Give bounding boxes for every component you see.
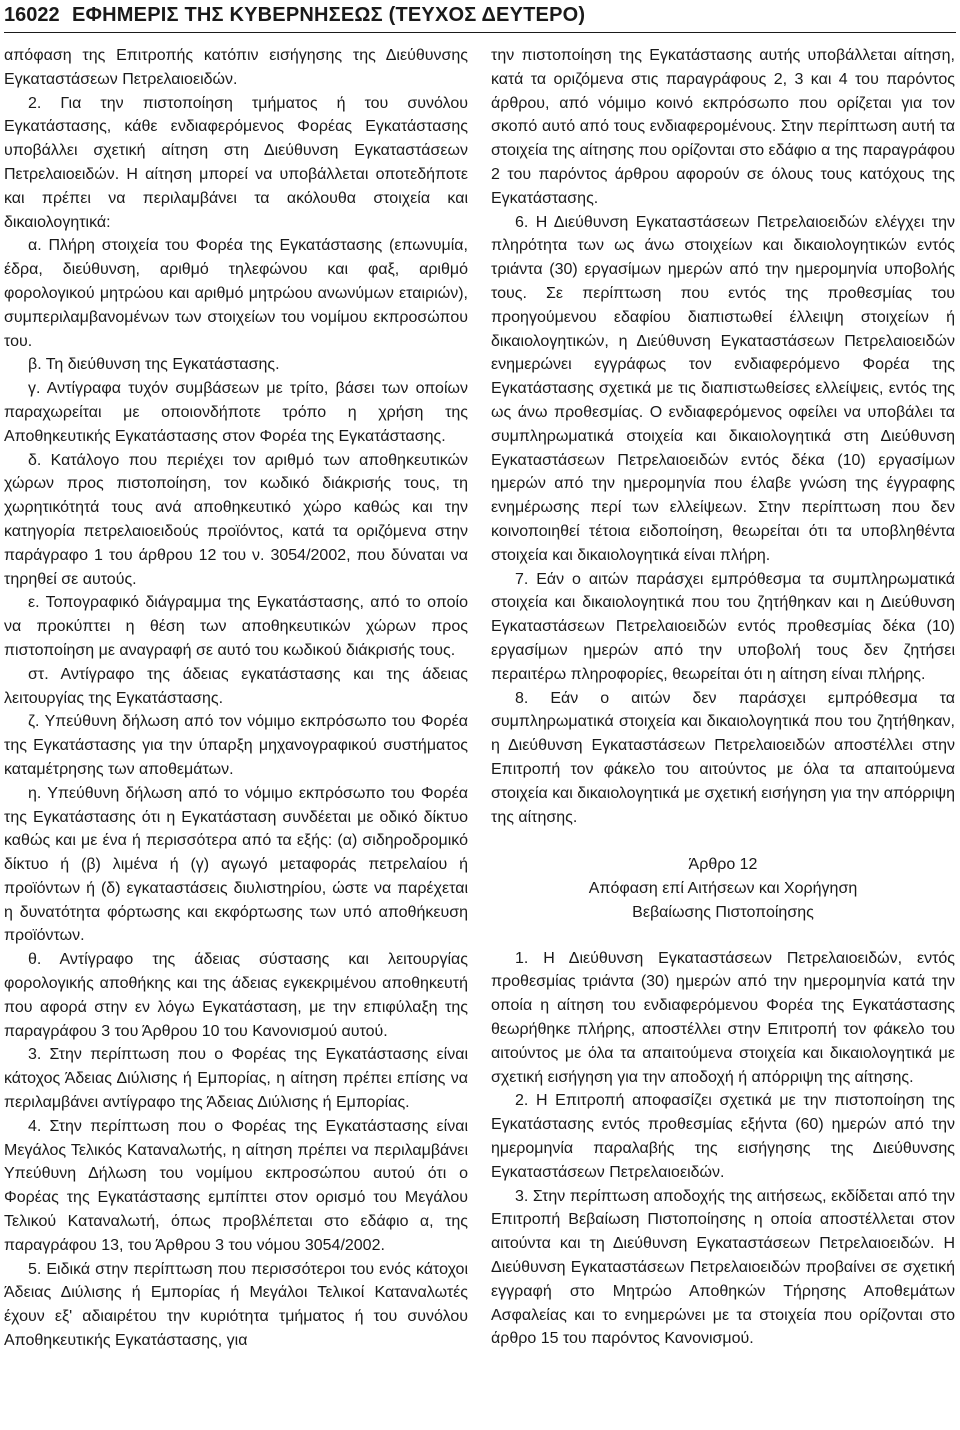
paragraph: 3. Στην περίπτωση που ο Φορέας της Εγκατάστασης είναι κάτοχος Άδειας Διύλισης ή Εμπορίας, η αίτηση πρέπει επίσης να περιλαμβάνει αντίγραφο της Άδειας Διύλισης ή Εμπορίας.: [4, 1046, 468, 1112]
paragraph: 1. Η Διεύθυνση Εγκαταστάσεων Πετρελαιοειδών, εντός προθεσμίας τριάντα (30) ημερών από την ημερομηνία κατά την οποία η αίτηση του ενδιαφερόμενου Φορέα της Εγκατάστασης θεωρήθηκε πλήρης, αποστέλλει στην Επιτροπή τον φάκελο του αιτούντος με όλα τα απαιτούμενα στοιχεία και δικαιολογητικά με σχετική εισήγηση για την αποδοχή ή απόρριψη της αίτησης.: [491, 949, 955, 1086]
paragraph: δ. Κατάλογο που περιέχει τον αριθμό των αποθηκευτικών χώρων προς πιστοποίηση, τον κωδικό διάκρισής τους, τη χωρητικότητά τους ανά αποθηκευτικό χώρο καθώς και την κατηγορία πετρελαιοειδούς προϊόντος, κατά τα οριζόμενα στην παράγραφο 1 του άρθρου 12 του ν. 3054/2002, που δύναται να τηρηθεί σε αυτούς.: [4, 451, 468, 588]
article-title-line-2: Βεβαίωσης Πιστοποίησης: [632, 903, 814, 921]
paragraph: 6. Η Διεύθυνση Εγκαταστάσεων Πετρελαιοειδών ελέγχει την πληρότητα των ως άνω στοιχείων και δικαιολογητικών εντός τριάντα (30) εργασίμων ημερών από την ημερομηνία υποβολής τους. Σε περίπτωση που εντός της προθεσμίας του προηγούμενου εδαφίου διαπιστωθεί έλλειψη στοιχείων ή δικαιολογητικών, η Διεύθυνση Εγκαταστάσεων Πετρελαιοειδών ενημερώνει εγγράφως τον ενδιαφερόμενο Φορέα της Εγκατάστασης σχετικά με τις διαπιστωθείσες ελλείψεις, εντός της ως άνω προθεσμίας. Ο ενδιαφερόμενος οφείλει να υποβάλει τα συμπληρωματικά στοιχεία και δικαιολογητικά στη Διεύθυνση Εγκαταστάσεων Πετρελαιοειδών εντός δέκα (10) εργασίμων ημερών από την ημερομηνία που έλαβε γνώση της έγγραφης ενημέρωσης περί των ελλείψεων. Στην περίπτωση που δεν κοινοποιηθεί τέτοια ειδοποίηση, θεωρείται ότι τα υποβληθέντα στοιχεία και δικαιολογητικά είναι πλήρη.: [491, 213, 955, 564]
paragraph: 4. Στην περίπτωση που ο Φορέας της Εγκατάστασης είναι Μεγάλος Τελικός Καταναλωτής, η αίτηση πρέπει να περιλαμβάνει Υπεύθυνη Δήλωση του νομίμου εκπροσώπου αυτού ότι ο Φορέας της Εγκατάστασης εμπίπτει στον ορισμό του Μεγάλου Τελικού Καταναλωτή, όπως προβλέπεται στο εδάφιο α, της παραγράφου 13, του Άρθρου 3 του νόμου 3054/2002.: [4, 1117, 468, 1254]
right-column: [491, 44, 955, 1351]
paragraph: ζ. Υπεύθυνη δήλωση από τον νόμιμο εκπρόσωπο του Φορέα της Εγκατάστασης για την ύπαρξη μηχανογραφικού συστήματος καταμέτρησης των αποθεμάτων.: [4, 713, 468, 778]
paragraph: 5. Ειδικά στην περίπτωση που περισσότεροι του ενός κάτοχοι Άδειας Διύλισης ή Εμπορίας ή Μεγάλοι Τελικοί Καταναλωτές έχουν εξ' αδιαιρέτου την κυριότητα τμήματος ή του συνόλου Αποθηκευτικής Εγκατάστασης, για: [4, 1260, 468, 1350]
paragraph: θ. Αντίγραφο της άδειας σύστασης και λειτουργίας φορολογικής αποθήκης και της άδειας εγκεκριμένου αποθηκευτή που αφορά στην εν λόγω Εγκατάσταση, με την επιφύλαξη της παραγράφου 3 του Άρθρου 10 του Κανονισμού αυτού.: [4, 951, 468, 1040]
paragraph: β. Τη διεύθυνση της Εγκατάστασης.: [28, 356, 280, 374]
left-column: [4, 44, 468, 1353]
paragraph: 2. Η Επιτροπή αποφασίζει σχετικά με την πιστοποίηση της Εγκατάστασης εντός προθεσμίας εξήντα (60) ημερών από την ημερομηνία παραλαβής της εισήγησης της Διεύθυνσης Εγκαταστάσεων Πετρελαιοειδών.: [491, 1092, 955, 1181]
article-title-line-1: Απόφαση επί Αιτήσεων και Χορήγηση: [588, 880, 858, 898]
paragraph: α. Πλήρη στοιχεία του Φορέα της Εγκατάστασης (επωνυμία, έδρα, διεύθυνση, αριθμό τηλεφώνου και φαξ, αριθμό φορολογικού μητρώου και αριθμό μητρώου ανωνύμων εταιριών), συμπεριλαμβανομένων των στοιχείων του νομίμου εκπροσώπου του.: [4, 237, 468, 350]
paragraph: απόφαση της Επιτροπής κατόπιν εισήγησης της Διεύθυνσης Εγκαταστάσεων Πετρελαιοειδών.: [4, 47, 468, 88]
paragraph: 7. Εάν ο αιτών παράσχει εμπρόθεσμα τα συμπληρωματικά στοιχεία και δικαιολογητικά που του ζητήθηκαν και η Διεύθυνση Εγκαταστάσεων Πετρελαιοειδών εντός προθεσμίας δέκα (10) εργασίμων ημερών από την υποβολή τους δεν ζητήσει περαιτέρω πληροφορίες, θεωρείται ότι η αίτηση είναι πλήρης.: [491, 570, 955, 683]
paragraph: η. Υπεύθυνη δήλωση από το νόμιμο εκπρόσωπο του Φορέα της Εγκατάστασης ότι η Εγκατάσταση συνδέεται με οδικό δίκτυο καθώς και με ένα ή περισσότερα από τα εξής: (α) σιδηροδρομικό δίκτυο ή (β) λιμένα ή (γ) αγωγό μεταφοράς πετρελαίου ή προϊόντων ή (δ) εγκαταστάσεις διυλιστηρίου, ώστε να παρέχεται η δυνατότητα φόρτωσης και εκφόρτωσης των υπό αποθήκευση προϊόντων.: [4, 784, 468, 945]
paragraph: στ. Αντίγραφο της άδειας εγκατάστασης και της άδειας λειτουργίας της Εγκατάστασης.: [4, 665, 468, 707]
page-number: 16022: [4, 4, 60, 26]
paragraph: ε. Τοπογραφικό διάγραμμα της Εγκατάστασης, από το οποίο να προκύπτει η θέση των αποθηκευτικών χώρων προς πιστοποίηση με αναγραφή σε αυτό του κωδικού διάκρισής τους.: [4, 594, 468, 659]
paragraph: 8. Εάν ο αιτών δεν παράσχει εμπρόθεσμα τα συμπληρωματικά στοιχεία και δικαιολογητικά που του ζητήθηκαν, η Διεύθυνση Εγκαταστάσεων Πετρελαιοειδών αποστέλλει στην Επιτροπή τον φάκελο του αιτούντος με όλα τα απαιτούμενα στοιχεία και δικαιολογητικά με σχετική εισήγηση για την απόρριψη της αίτησης.: [491, 689, 956, 826]
heading-spacer: [491, 925, 955, 947]
paragraph: 3. Στην περίπτωση αποδοχής της αιτήσεως, εκδίδεται από την Επιτροπή Βεβαίωση Πιστοποίησης η οποία αποστέλλεται στον αιτούντα και τη Διεύθυνση Εγκαταστάσεων Πετρελαιοειδών. Η Διεύθυνση Εγκαταστάσεων Πετρελαιοειδών προβαίνει σε σχετική εγγραφή στο Μητρώο Αποθηκών Τήρησης Αποθεμάτων Ασφαλείας και το ενημερώνει με τα στοιχεία που ορίζονται στο άρθρο 15 του παρόντος Κανονισμού.: [491, 1187, 955, 1348]
header-divider: [4, 32, 956, 33]
page-header: [4, 0, 956, 34]
paragraph: 2. Για την πιστοποίηση τμήματος ή του συνόλου Εγκατάστασης, κάθε ενδιαφερόμενος Φορέας Εγκατάστασης υποβάλλει σχετική αίτηση στη Διεύθυνση Εγκαταστάσεων Πετρελαιοειδών. Η αίτηση μπορεί να υποβάλλεται οποτεδήποτε και πρέπει να περιλαμβάνει τα ακόλουθα στοιχεία και δικαιολογητικά:: [4, 94, 468, 231]
paragraph: γ. Αντίγραφα τυχόν συμβάσεων με τρίτο, βάσει των οποίων παραχωρείται με οποιονδήποτε τρόπο η χρήση της Αποθηκευτικής Εγκατάστασης στον Φορέα της Εγκατάστασης.: [4, 380, 468, 445]
paragraph: την πιστοποίηση της Εγκατάστασης αυτής υποβάλλεται αίτηση, κατά τα οριζόμενα στις παραγράφους 2, 3 και 4 του παρόντος άρθρου, από νόμιμο κοινό εκπρόσωπο που ορίζεται για τον σκοπό αυτό από τους ενδιαφερομένους. Στην περίπτωση αυτή τα στοιχεία της αίτησης που ορίζονται στο εδάφιο α της παραγράφου 2 του παρόντος άρθρου αφορούν σε όλους τους κατόχους της Εγκατάστασης.: [491, 47, 955, 207]
journal-title: ΕΦΗΜΕΡΙΣ ΤΗΣ ΚΥΒΕΡΝΗΣΕΩΣ (ΤΕΥΧΟΣ ΔΕΥΤΕΡΟ): [72, 4, 586, 26]
article-number: Άρθρο 12: [688, 856, 758, 874]
